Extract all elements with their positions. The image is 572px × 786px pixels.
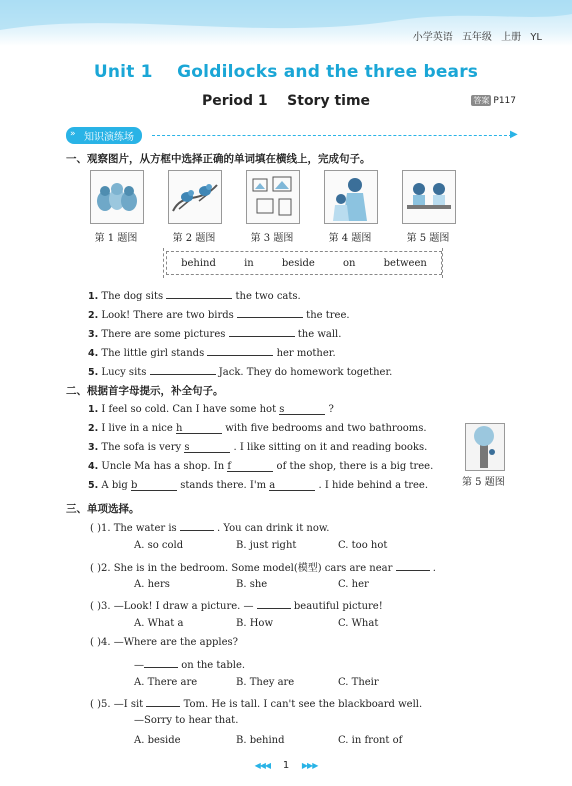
section-banner (66, 128, 142, 142)
item-text: the wall. (297, 329, 342, 340)
item-text: of the shop, there is a big tree. (276, 461, 434, 472)
part2-heading: 二、根据首字母提示，补全句子。 (66, 385, 224, 397)
answer-blank[interactable] (180, 520, 214, 531)
year-label: 五年级 (461, 32, 492, 43)
item-number: 2. (88, 423, 99, 434)
mc-question (90, 559, 436, 574)
item-text: A big (101, 480, 128, 491)
answer-blank[interactable] (279, 404, 325, 415)
question-text: beautiful picture! (293, 601, 383, 612)
part2-item (88, 461, 433, 472)
banner-dashed-line (152, 135, 512, 136)
answer-blank[interactable] (237, 307, 303, 318)
option-b[interactable]: B. just right (236, 540, 297, 551)
picture-1 (90, 170, 144, 224)
answer-blank[interactable] (396, 560, 430, 571)
answer-blank[interactable] (150, 364, 216, 375)
item-text: The sofa is very (101, 442, 182, 453)
mc-options (134, 540, 434, 554)
question-text: . (432, 563, 436, 574)
page-footer (0, 760, 572, 771)
question-text: ( )2. She is in the bedroom. Some model(模型) cars are near (90, 563, 393, 574)
part2-item (88, 404, 334, 415)
option-a[interactable]: A. so cold (134, 540, 184, 551)
picture-1-caption: 第 1 题图 (94, 233, 138, 244)
hint-letter: a (269, 480, 276, 491)
item-text: I feel so cold. Can I have some hot (101, 404, 277, 415)
mc-options (134, 735, 434, 749)
answer-blank[interactable] (144, 657, 178, 668)
part1-heading: 一、观察图片，从方框中选择正确的单词填在横线上，完成句子。 (66, 153, 371, 165)
double-arrow-icon: » (70, 128, 76, 139)
question-text: ( )3. —Look! I draw a picture. — (90, 601, 254, 612)
item-number: 1. (88, 291, 99, 302)
picture-4 (324, 170, 378, 224)
mc-question-continuation (134, 657, 245, 671)
item-text: Jack. They do homework together. (218, 367, 393, 378)
answer-blank[interactable] (227, 461, 273, 472)
question-text: . You can drink it now. (217, 523, 330, 534)
item-number: 1. (88, 404, 99, 415)
question-text: ( )4. —Where are the apples? (90, 637, 238, 648)
term-label: 上册 (501, 32, 522, 43)
mc-options (134, 677, 434, 691)
edition-label: YL (530, 32, 542, 43)
question-text: Tom. He is tall. I can't see the blackboard well. (183, 699, 423, 710)
option-b[interactable]: B. behind (236, 735, 285, 746)
option-b[interactable]: B. They are (236, 677, 295, 688)
answer-page: P117 (493, 95, 516, 106)
item-text: ? (328, 404, 334, 415)
mc-question (90, 520, 329, 534)
question-text: on the table. (181, 660, 246, 671)
left-arrows-icon: ◀◀◀ (254, 761, 271, 770)
answer-blank[interactable] (207, 345, 273, 356)
question-text: —Sorry to hear that. (134, 715, 239, 726)
item-text: . I hide behind a tree. (318, 480, 429, 491)
section-banner-pill (66, 127, 142, 144)
item-text: the two cats. (235, 291, 301, 302)
option-a[interactable]: A. beside (134, 735, 181, 746)
word-bank (166, 251, 442, 275)
picture-2-caption: 第 2 题图 (172, 233, 216, 244)
hint-letter: h (176, 423, 183, 434)
mc-question-continuation (134, 715, 238, 726)
part1-item (88, 364, 392, 378)
option-c[interactable]: C. Their (338, 677, 379, 688)
item-number: 2. (88, 310, 99, 321)
question-5-picture (465, 423, 505, 471)
item-text: stands there. I'm (180, 480, 267, 491)
answer-blank[interactable] (229, 326, 295, 337)
banner-arrow-icon: ▶ (510, 129, 518, 140)
picture-2 (168, 170, 222, 224)
answer-tag: 答案 (473, 96, 490, 105)
item-text: Uncle Ma has a shop. In (101, 461, 225, 472)
mc-question (90, 598, 383, 612)
mc-options (134, 579, 434, 593)
picture-3 (246, 170, 300, 224)
picture-5 (402, 170, 456, 224)
item-text: Lucy sits (101, 367, 147, 378)
part2-item (88, 423, 427, 434)
item-text: the tree. (306, 310, 350, 321)
option-b[interactable]: B. she (236, 579, 268, 590)
question-text: ( )5. —I sit (90, 699, 144, 710)
option-c[interactable]: C. too hot (338, 540, 388, 551)
word-option: beside (281, 257, 315, 269)
page-number: 1 (282, 760, 290, 771)
part1-item (88, 307, 350, 321)
answer-blank[interactable] (166, 288, 232, 299)
answer-blank[interactable] (146, 696, 180, 707)
pictures-on-wall-illustration (247, 171, 299, 223)
item-text: There are some pictures (101, 329, 226, 340)
grade-label: 小学英语 (412, 32, 453, 43)
question-text: — (134, 660, 144, 671)
answer-blank[interactable] (269, 480, 315, 491)
mc-question (90, 696, 422, 710)
picture-3-caption: 第 3 题图 (250, 233, 294, 244)
answer-blank[interactable] (176, 423, 222, 434)
item-text: her mother. (276, 348, 336, 359)
word-option: in (244, 257, 254, 269)
right-arrows-icon: ▶▶▶ (301, 761, 318, 770)
hint-letter: b (131, 480, 138, 491)
item-number: 5. (88, 480, 99, 491)
part3-heading: 三、单项选择。 (66, 503, 140, 515)
answer-reference (471, 95, 516, 106)
part1-item (88, 326, 341, 340)
option-a[interactable]: A. There are (134, 677, 198, 688)
hint-letter: f (227, 461, 232, 472)
item-number: 4. (88, 461, 99, 472)
option-a[interactable]: A. What a (134, 618, 184, 629)
item-number: 3. (88, 442, 99, 453)
children-doing-homework-illustration (403, 171, 455, 223)
unit-title: Unit 1 Goldilocks and the three bears (93, 62, 479, 82)
mc-question (90, 637, 238, 648)
part1-item (88, 288, 301, 302)
option-a[interactable]: A. hers (134, 579, 170, 590)
item-text: The dog sits (101, 291, 164, 302)
option-b[interactable]: B. How (236, 618, 274, 629)
item-text: The little girl stands (101, 348, 205, 359)
answer-blank[interactable] (257, 598, 291, 609)
answer-blank[interactable] (184, 442, 230, 453)
hint-letter: s (279, 404, 285, 415)
period-title: Period 1 Story time (201, 93, 371, 109)
hiding-behind-tree-illustration (466, 424, 504, 470)
question-5-picture-caption: 第 5 题图 (462, 477, 505, 488)
word-option: behind (181, 257, 216, 269)
answer-blank[interactable] (131, 480, 177, 491)
item-number: 4. (88, 348, 99, 359)
item-text: with five bedrooms and two bathrooms. (225, 423, 427, 434)
item-number: 3. (88, 329, 99, 340)
cats-and-dog-illustration (91, 171, 143, 223)
part2-item (88, 442, 427, 453)
item-text: Look! There are two birds (101, 310, 234, 321)
option-c[interactable]: C. What (338, 618, 379, 629)
hint-letter: s (184, 442, 190, 453)
question-text: ( )1. The water is (90, 523, 177, 534)
part1-item (88, 345, 336, 359)
item-text: I live in a nice (101, 423, 173, 434)
item-text: . I like sitting on it and reading books. (233, 442, 428, 453)
section-banner-label: 知识演练场 (84, 131, 134, 143)
picture-4-caption: 第 4 题图 (328, 233, 372, 244)
option-c[interactable]: C. in front of (338, 735, 403, 746)
item-number: 5. (88, 367, 99, 378)
mc-options (134, 618, 434, 632)
word-option: between (383, 257, 427, 269)
girl-and-mother-illustration (325, 171, 377, 223)
option-c[interactable]: C. her (338, 579, 369, 590)
word-option: on (343, 257, 356, 269)
picture-5-caption: 第 5 题图 (406, 233, 450, 244)
part2-item (88, 480, 428, 491)
header-meta (413, 28, 542, 43)
birds-in-tree-illustration (169, 171, 221, 223)
